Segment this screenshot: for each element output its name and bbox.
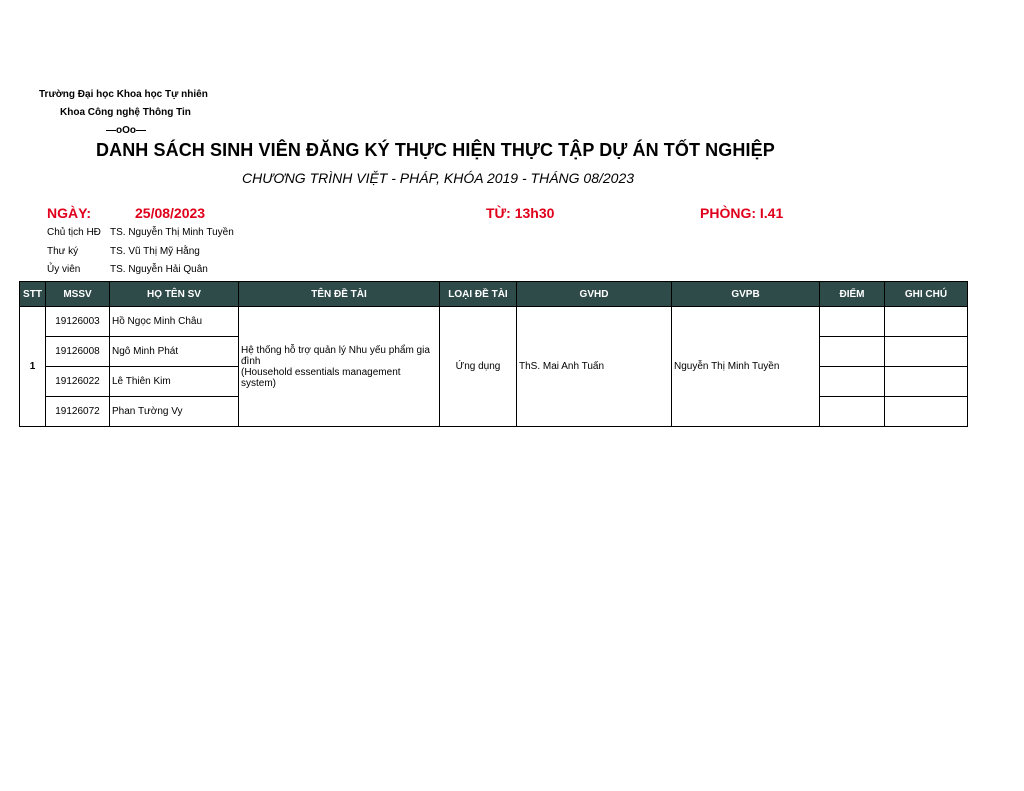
student-name: Phan Tường Vy <box>110 397 239 427</box>
score-cell[interactable] <box>820 337 885 367</box>
student-name: Ngô Minh Phát <box>110 337 239 367</box>
column-header-topic: TÊN ĐỀ TÀI <box>239 282 440 307</box>
university-name: Trường Đại học Khoa học Tự nhiên <box>39 89 208 100</box>
committee-role: Chủ tịch HĐ <box>47 227 101 238</box>
document-subtitle: CHƯƠNG TRÌNH VIỆT - PHÁP, KHÓA 2019 - THÁNG 08/2023 <box>242 170 635 186</box>
reviewer-name: Nguyễn Thị Minh Tuyền <box>672 307 820 427</box>
student-name: Lê Thiên Kim <box>110 367 239 397</box>
committee-member: TS. Nguyễn Thị Minh Tuyền <box>110 227 234 238</box>
topic-cell <box>239 307 440 427</box>
session-room: PHÒNG: I.41 <box>700 205 784 221</box>
committee-role: Ủy viên <box>47 264 81 275</box>
column-header-topic-type: LOẠI ĐỀ TÀI <box>440 282 517 307</box>
score-cell[interactable] <box>820 307 885 337</box>
column-header-note: GHI CHÚ <box>885 282 968 307</box>
student-id: 19126003 <box>46 307 110 337</box>
note-cell[interactable] <box>885 367 968 397</box>
committee-member: TS. Nguyễn Hải Quân <box>110 264 208 275</box>
session-time: TỪ: 13h30 <box>486 205 555 221</box>
note-cell[interactable] <box>885 307 968 337</box>
topic-type: Ứng dụng <box>440 307 517 427</box>
student-id: 19126072 <box>46 397 110 427</box>
note-cell[interactable] <box>885 397 968 427</box>
date-label: NGÀY: <box>47 205 92 221</box>
student-table <box>19 281 968 427</box>
column-header-mssv: MSSV <box>46 282 110 307</box>
column-header-advisor: GVHD <box>517 282 672 307</box>
note-cell[interactable] <box>885 337 968 367</box>
topic-vietnamese: Hệ thống hỗ trợ quản lý Nhu yếu phẩm gia đình <box>241 344 430 367</box>
faculty-name: Khoa Công nghệ Thông Tin <box>60 107 191 118</box>
column-header-stt: STT <box>20 282 46 307</box>
column-header-reviewer: GVPB <box>672 282 820 307</box>
student-id: 19126008 <box>46 337 110 367</box>
column-header-student-name: HỌ TÊN SV <box>110 282 239 307</box>
committee-role: Thư ký <box>47 246 79 257</box>
stt-cell: 1 <box>20 307 46 427</box>
score-cell[interactable] <box>820 367 885 397</box>
date-value: 25/08/2023 <box>135 205 206 221</box>
committee-member: TS. Vũ Thị Mỹ Hằng <box>110 246 200 257</box>
table-header-row <box>20 282 968 307</box>
document-title: DANH SÁCH SINH VIÊN ĐĂNG KÝ THỰC HIỆN THỰC TẬP DỰ ÁN TỐT NGHIỆP <box>96 140 775 160</box>
student-name: Hồ Ngọc Minh Châu <box>110 307 239 337</box>
student-id: 19126022 <box>46 367 110 397</box>
column-header-score: ĐIỂM <box>820 282 885 307</box>
table-row <box>20 307 968 337</box>
advisor-name: ThS. Mai Anh Tuấn <box>517 307 672 427</box>
score-cell[interactable] <box>820 397 885 427</box>
header-separator: —oOo— <box>106 125 146 136</box>
topic-english: (Household essentials management system) <box>241 366 401 389</box>
